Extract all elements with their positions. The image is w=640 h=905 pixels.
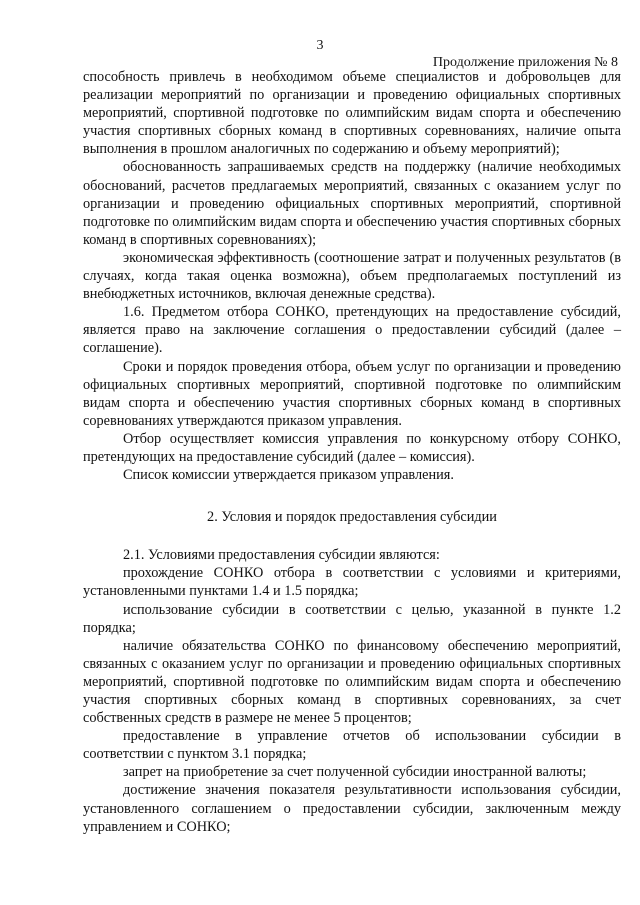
section-title: 2. Условия и порядок предоставления субсидии	[207, 509, 497, 526]
paragraph: прохождение СОНКО отбора в соответствии с условиями и критериями, установленными пунктами 1.4 и 1.5 порядка;	[83, 565, 621, 600]
paragraph: запрет на приобретение за счет полученной субсидии иностранной валюты;	[123, 764, 587, 781]
paragraph: экономическая эффективность (соотношение затрат и полученных результатов (в случаях, когда такая оценка возможна), объем предполагаемых поступлений из внебюджетных источников, включая денежные средства).	[83, 249, 621, 303]
paragraph: 1.6. Предметом отбора СОНКО, претендующих на предоставление субсидий, является право на заключение соглашения о предоставлении субсидий (далее – соглашение).	[83, 304, 621, 357]
paragraph: достижение значения показателя результативности использования субсидии, установленного соглашением о предоставлении субсидии, заключенным между управлением и СОНКО;	[83, 782, 621, 835]
page-number: 3	[316, 38, 324, 53]
paragraph: 2.1. Условиями предоставления субсидии являются:	[123, 547, 440, 564]
appendix-continuation-label: Продолжение приложения № 8	[432, 55, 618, 70]
paragraph: Отбор осуществляет комиссия управления по конкурсному отбору СОНКО, претендующих на предоставление субсидий (далее – комиссия).	[83, 430, 621, 465]
paragraph: использование субсидии в соответствии с целью, указанной в пункте 1.2 порядка;	[83, 601, 621, 636]
paragraph: предоставление в управление отчетов об использовании субсидии в соответствии с пунктом 3.1 порядка;	[83, 728, 621, 763]
paragraph: наличие обязательства СОНКО по финансовому обеспечению мероприятий, связанных с оказанием услуг по организации и проведению официальных спортивных мероприятий, спортивной подготовке по олимпийским видам спорта и обеспечению участия спортивных сборных команд в спортивных соревнованиях, за счет собственных средств в размере не менее 5 процентов;	[83, 637, 621, 727]
paragraph: Список комиссии утверждается приказом управления.	[123, 467, 454, 484]
document-body	[83, 68, 621, 836]
paragraph: обоснованность запрашиваемых средств на поддержку (наличие необходимых обоснований, расчетов предлагаемых мероприятий, связанных с оказанием услуг по организации и проведению официальных спортивных мероприятий, спортивной подготовке по олимпийским видам спорта и обеспечению участия спортивных сборных команд в спортивных соревнованиях);	[83, 159, 621, 248]
paragraph: Сроки и порядок проведения отбора, объем услуг по организации и проведению официальных спортивных мероприятий, спортивной подготовке по олимпийским видам спорта и обеспечению участия спортивных сборных команд в спортивных соревнованиях утверждаются приказом управления.	[83, 358, 621, 429]
paragraph: способность привлечь в необходимом объеме специалистов и добровольцев для реализации мероприятий по организации и проведению официальных спортивных мероприятий, спортивной подготовке по олимпийским видам спорта и обеспечению участия спортивных сборных команд в спортивных соревнованиях, наличие опыта выполнения в прошлом аналогичных по содержанию и объему мероприятий);	[83, 69, 621, 158]
